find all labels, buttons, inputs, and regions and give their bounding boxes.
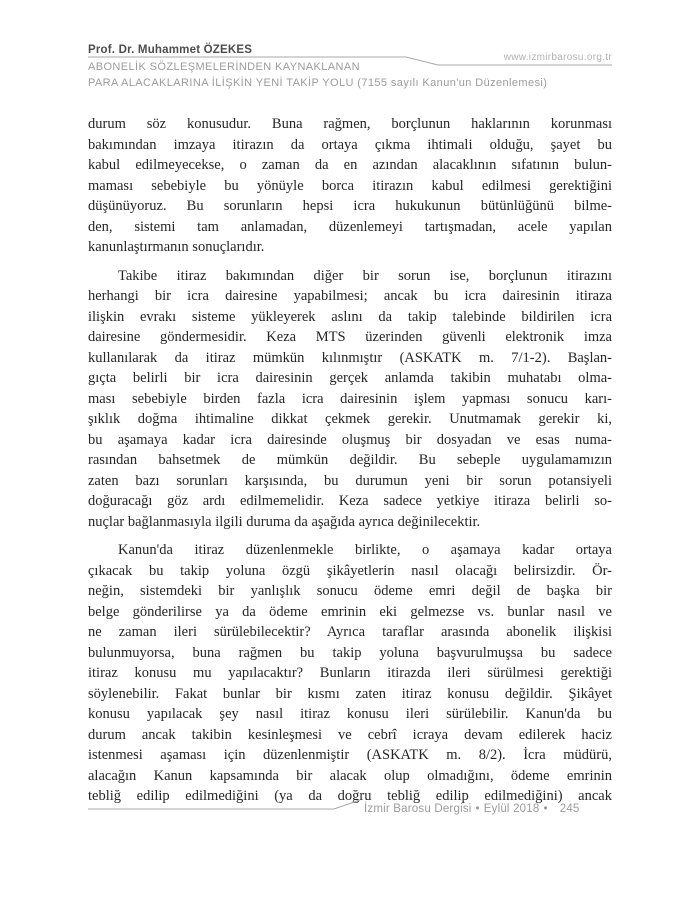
text-line: durum ancak takibin kesinleşmesi ve cebrî icraya devam edilerek haciz bbox=[88, 726, 612, 743]
text-line: şıklık doğma ihtimaline dikkat çekmek gerekir. Unutmamak gerekir ki, bbox=[88, 411, 612, 427]
text-line: alacağın Kanun kapsamında bir alacak olup olmadığını, ödeme emrinin bbox=[88, 767, 612, 784]
website-url: www.izmirbarosu.org.tr bbox=[503, 52, 612, 63]
text-line: durum söz konusudur. Buna rağmen, borçlunun haklarının korunması bbox=[88, 116, 612, 132]
footer-separator: • bbox=[475, 803, 480, 815]
text-line: doğuracağı göz ardı edilmemelidir. Keza sadece yetkiye itiraza belirli so- bbox=[88, 493, 612, 509]
text-line: den, sistemi tam anlamadan, düzenlemeyi tartışmadan, acele yapılan bbox=[88, 218, 612, 235]
text-line: kullanılarak da itiraz mümkün kılınmıştır (ASKATK m. 7/1-2). Başlan- bbox=[88, 349, 612, 366]
text-line: zaten bazı sorunları karşısında, bu durumun yeni bir sorun potansiyeli bbox=[88, 472, 612, 489]
text-line: kabul edilmeyecekse, o zaman da en azından alacaklının sıfatının bulun- bbox=[88, 157, 612, 173]
text-line: söylenebilir. Fakat bunlar bir kısmı zaten itiraz konusu değildir. Şikâyet bbox=[88, 685, 612, 702]
author-name: Prof. Dr. Muhammet ÖZEKES bbox=[88, 44, 253, 56]
footer-separator: • bbox=[543, 803, 548, 815]
text-line: ne zaman ileri sürülebilecektir? Ayrıca taraflar arasında abonelik ilişkisi bbox=[88, 624, 612, 640]
page-footer bbox=[88, 798, 612, 826]
text-line: rasından bahsetmek de mümkün değildir. Bu sebeple uygulamamızın bbox=[88, 452, 612, 468]
text-line: konusu yapılacak şey nasıl itiraz konusu ileri sürülebilir. Kanun'da bu bbox=[88, 706, 612, 722]
text-line: herhangi bir icra dairesine yapabilmesi; ancak bu icra dairesinin itiraza bbox=[88, 288, 612, 304]
text-line: bakımından imzaya itirazın da ortaya çıkma ihtimali olduğu, şayet bu bbox=[88, 136, 612, 153]
text-line: Kanun'da itiraz düzenlenmekle birlikte, o aşamaya kadar ortaya bbox=[118, 542, 612, 558]
text-line: neğin, sistemdeki bir yanlışlık sonucu ödeme emri değil de başka bir bbox=[88, 583, 612, 599]
text-line: nuçlar bağlanmasıyla ilgili duruma da aşağıda ayrıca değinilecektir. bbox=[88, 513, 481, 530]
text-line: bulunmuyorsa, buna rağmen bu takip yoluna başvurulmuşsa bu sadece bbox=[88, 644, 612, 661]
footer-text bbox=[364, 803, 580, 815]
journal-name: İzmir Barosu Dergisi bbox=[364, 803, 472, 815]
text-line: itiraz konusu mu yapılacaktır? Bunların itirazda ileri sürülmesi gerektiği bbox=[88, 665, 612, 681]
text-line: tebliğ edilip edilmediğini (ya da doğru tebliğ edilip edilmediğini) ancak bbox=[88, 788, 612, 804]
text-line: maması sebebiyle bu yönüyle borca itirazın kabul edilmesi gerektiğini bbox=[88, 177, 612, 194]
text-line: belge gönderilirse ya da ödeme emrinin eki gelmezse vs. bunlar nasıl ve bbox=[88, 603, 612, 620]
page-number: 245 bbox=[559, 803, 580, 815]
article-title-line1: ABONELİK SÖZLEŞMELERİNDEN KAYNAKLANAN bbox=[88, 61, 360, 73]
text-line: Takibe itiraz bakımından diğer bir sorun ise, borçlunun itirazını bbox=[118, 267, 612, 284]
article-body bbox=[88, 114, 612, 807]
paragraph bbox=[88, 540, 612, 807]
paragraph bbox=[88, 266, 612, 533]
issue-date: Eylül 2018 bbox=[483, 803, 540, 815]
text-line: çıkacak bu takip yoluna özgü şikâyetlerin nasıl olacağı belirsizdir. Ör- bbox=[88, 562, 612, 579]
text-line: dairesine göndermesidir. Keza MTS üzerinden güvenli elektronik imza bbox=[88, 329, 612, 345]
text-line: ması sebebiyle birden fazla icra dairesinin işlem yapması sonucu karı- bbox=[88, 390, 612, 407]
text-line: düşünüyoruz. Bu sorunların hepsi icra hukukunun bütünlüğünü bilme- bbox=[88, 198, 612, 214]
text-line: istenmesi aşaması için düzenlenmiştir (ASKATK m. 8/2). İcra müdürü, bbox=[88, 747, 612, 763]
text-line: kanunlaştırmanın sonuçlarıdır. bbox=[88, 239, 265, 255]
page-header bbox=[88, 44, 612, 106]
text-line: gıçta belirli bir icra dairesinin gerçek anlamda takibin muhatabı olma- bbox=[88, 370, 612, 386]
paragraph bbox=[88, 114, 612, 258]
text-line: ilişkin evrakı sisteme yükleyerek aslını da takip talebinde bildirilen icra bbox=[88, 308, 612, 325]
article-title-line2: PARA ALACAKLARINA İLİŞKİN YENİ TAKİP YOLU (7155 sayılı Kanun'un Düzenlemesi) bbox=[88, 77, 548, 89]
text-line: bu aşamaya kadar icra dairesinde oluşmuş bir dosyadan ve esas numa- bbox=[88, 431, 612, 448]
